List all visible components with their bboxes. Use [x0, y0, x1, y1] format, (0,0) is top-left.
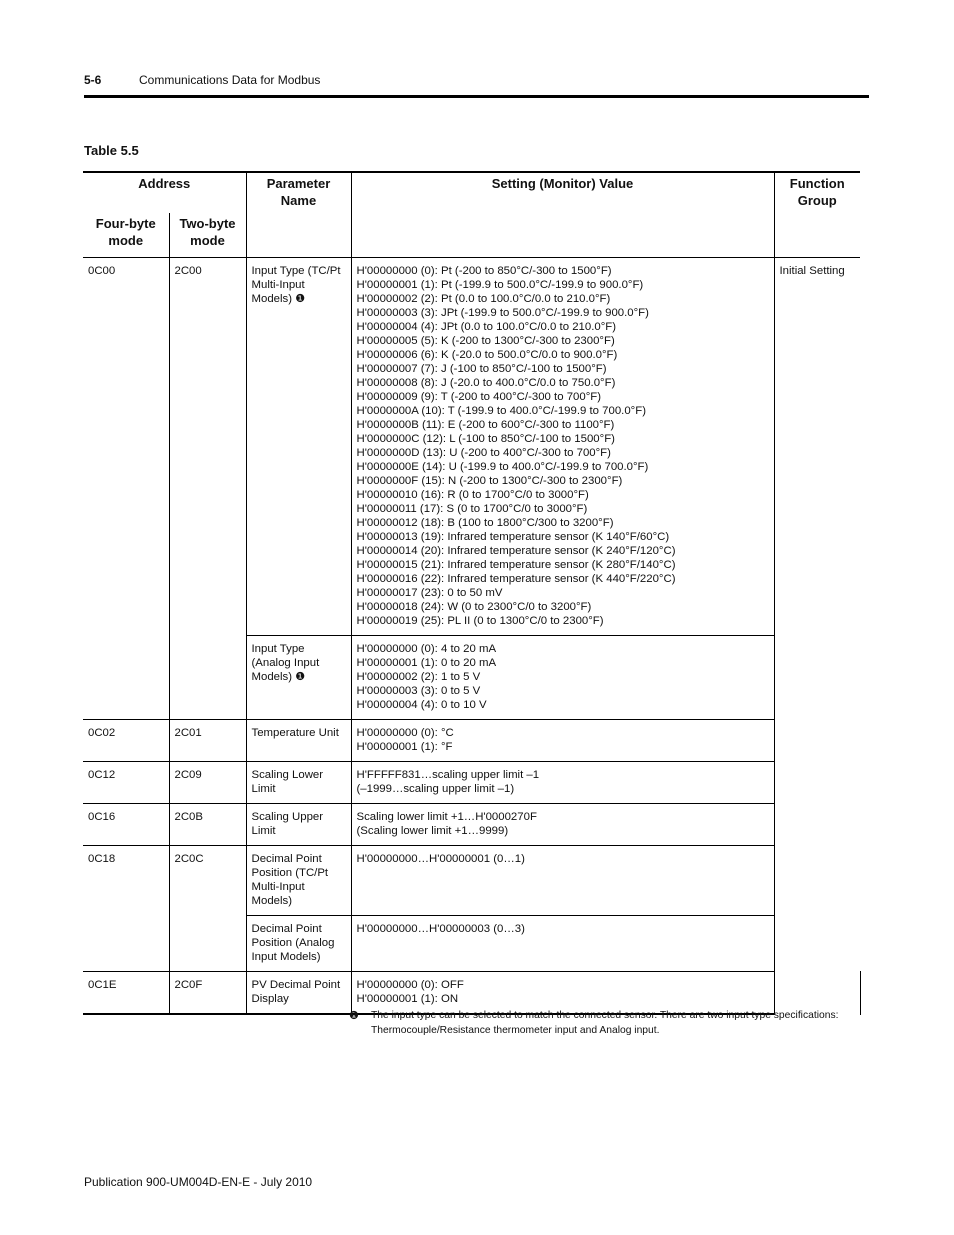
parameter-name-cell	[246, 258, 351, 636]
parameter-name-text: Input Type (TC/Pt Multi-Input Models)	[251, 265, 341, 305]
two-byte-address-cell: 2C0C	[169, 846, 246, 972]
publication-footer: Publication 900-UM004D-EN-E - July 2010	[84, 1175, 313, 1189]
table-row	[83, 720, 860, 762]
header-rule	[84, 95, 869, 98]
parameter-name-cell: PV Decimal Point Display	[246, 972, 351, 1015]
parameter-name-cell: Temperature Unit	[246, 720, 351, 762]
two-byte-address-cell: 2C01	[169, 720, 246, 762]
page-number: 5-6	[84, 73, 102, 87]
setting-value-cell: H'00000000 (0): Pt (-200 to 850°C/-300 to 1500°F) H'00000001 (1): Pt (-199.9 to 500.0°C/-199.9 to 900.0°F) H'00000002 (2): Pt (0.0 to 100.0°C/0.0 to 210.0°F) H'00000003 (3): JPt (-199.9 to 500.0°C/-199.9 to 900.0°F) H'00000004 (4): JPt (0.0 to 100.0°C/0.0 to 210.0°F) H'00000005 (5): K (-200 to 1300°C/-300 to 2300°F) H'00000006 (6): K (-20.0 to 500.0°C/0.0 to 900.0°F) H'00000007 (7): J (-100 to 850°C/-100 to 1500°F) H'00000008 (8): J (-20.0 to 400.0°C/0.0 to 750.0°F) H'00000009 (9): T (-200 to 400°C/-300 to 700°F) H'0000000A (10): T (-199.9 to 400.0°C/-199.9 to 700.0°F) H'0000000B (11): E (-200 to 600°C/-300 to 1100°F) H'0000000C (12): L (-100 to 850°C/-100 to 1500°F) H'0000000D (13): U (-200 to 400°C/-300 to 700°F) H'0000000E (14): U (-199.9 to 400.0°C/-199.9 to 700.0°F) H'0000000F (15): N (-200 to 1300°C/-300 to 2300°F) H'00000010 (16): R (0 to 1700°C/0 to 3000°F) H'00000011 (17): S (0 to 1700°C/0 to 3000°F) H'00000012 (18): B (100 to 1800°C/300 to 3200°F) H'00000013 (19): Infrared temperature sensor (K 140°F/60°C) H'00000014 (20): Infrared temperature sensor (K 240°F/120°C) H'00000015 (21): Infrared temperature sensor (K 280°F/140°C) H'00000016 (22): Infrared temperature sensor (K 440°F/220°C) H'00000017 (23): 0 to 50 mV H'00000018 (24): W (0 to 2300°C/0 to 3200°F) H'00000019 (25): PL II (0 to 1300°C/0 to 2300°F)	[351, 258, 774, 636]
table-row	[83, 846, 860, 916]
two-byte-address-cell: 2C0B	[169, 804, 246, 846]
column-header-two-byte-mode: Two-byte mode	[169, 213, 246, 258]
function-group-cell: Initial Setting	[774, 258, 860, 1015]
footnote-marker: ❶	[295, 671, 306, 683]
four-byte-address-cell: 0C00	[83, 258, 169, 720]
parameter-name-cell: Scaling Upper Limit	[246, 804, 351, 846]
setting-value-cell: Scaling lower limit +1…H'0000270F (Scaling lower limit +1…9999)	[351, 804, 774, 846]
two-byte-address-cell: 2C00	[169, 258, 246, 720]
four-byte-address-cell: 0C02	[83, 720, 169, 762]
four-byte-address-cell: 0C1E	[83, 972, 169, 1015]
parameter-name-cell	[246, 636, 351, 720]
column-header-four-byte-mode: Four-byte mode	[83, 213, 169, 258]
table-row	[83, 762, 860, 804]
setting-value-cell: H'00000000…H'00000003 (0…3)	[351, 916, 774, 972]
four-byte-address-cell: 0C16	[83, 804, 169, 846]
parameter-name-cell: Scaling Lower Limit	[246, 762, 351, 804]
parameter-name-text: Input Type (Analog Input Models)	[251, 643, 320, 683]
column-header-function-group: Function Group	[774, 172, 860, 258]
parameter-table	[83, 171, 860, 1015]
parameter-name-cell: Decimal Point Position (Analog Input Models)	[246, 916, 351, 972]
column-header-parameter-name: Parameter Name	[246, 172, 351, 258]
two-byte-address-cell: 2C09	[169, 762, 246, 804]
setting-value-cell: H'FFFFF831…scaling upper limit –1 (–1999…scaling upper limit –1)	[351, 762, 774, 804]
column-header-address: Address	[83, 172, 246, 213]
four-byte-address-cell: 0C12	[83, 762, 169, 804]
section-title: Communications Data for Modbus	[139, 73, 321, 87]
setting-value-cell: H'00000000 (0): 4 to 20 mA H'00000001 (1): 0 to 20 mA H'00000002 (2): 1 to 5 V H'00000003 (3): 0 to 5 V H'00000004 (4): 0 to 10 V	[351, 636, 774, 720]
setting-value-cell: H'00000000 (0): OFF H'00000001 (1): ON	[351, 972, 774, 1015]
parameter-name-cell: Decimal Point Position (TC/Pt Multi-Input Models)	[246, 846, 351, 916]
setting-value-cell: H'00000000…H'00000001 (0…1)	[351, 846, 774, 916]
two-byte-address-cell: 2C0F	[169, 972, 246, 1015]
table-row	[83, 804, 860, 846]
column-header-setting-value: Setting (Monitor) Value	[351, 172, 774, 258]
table-row	[83, 258, 860, 636]
footnote-marker: ❶	[295, 293, 306, 305]
setting-value-cell: H'00000000 (0): °C H'00000001 (1): °F	[351, 720, 774, 762]
footnote-text: The input type can be selected to match the connected sensor. There are two input type specifications: Thermocouple/Resistance thermometer input and Analog input.	[371, 1010, 839, 1036]
four-byte-address-cell: 0C18	[83, 846, 169, 972]
table-label: Table 5.5	[84, 143, 139, 158]
footnote-marker: ❶	[349, 1010, 359, 1022]
